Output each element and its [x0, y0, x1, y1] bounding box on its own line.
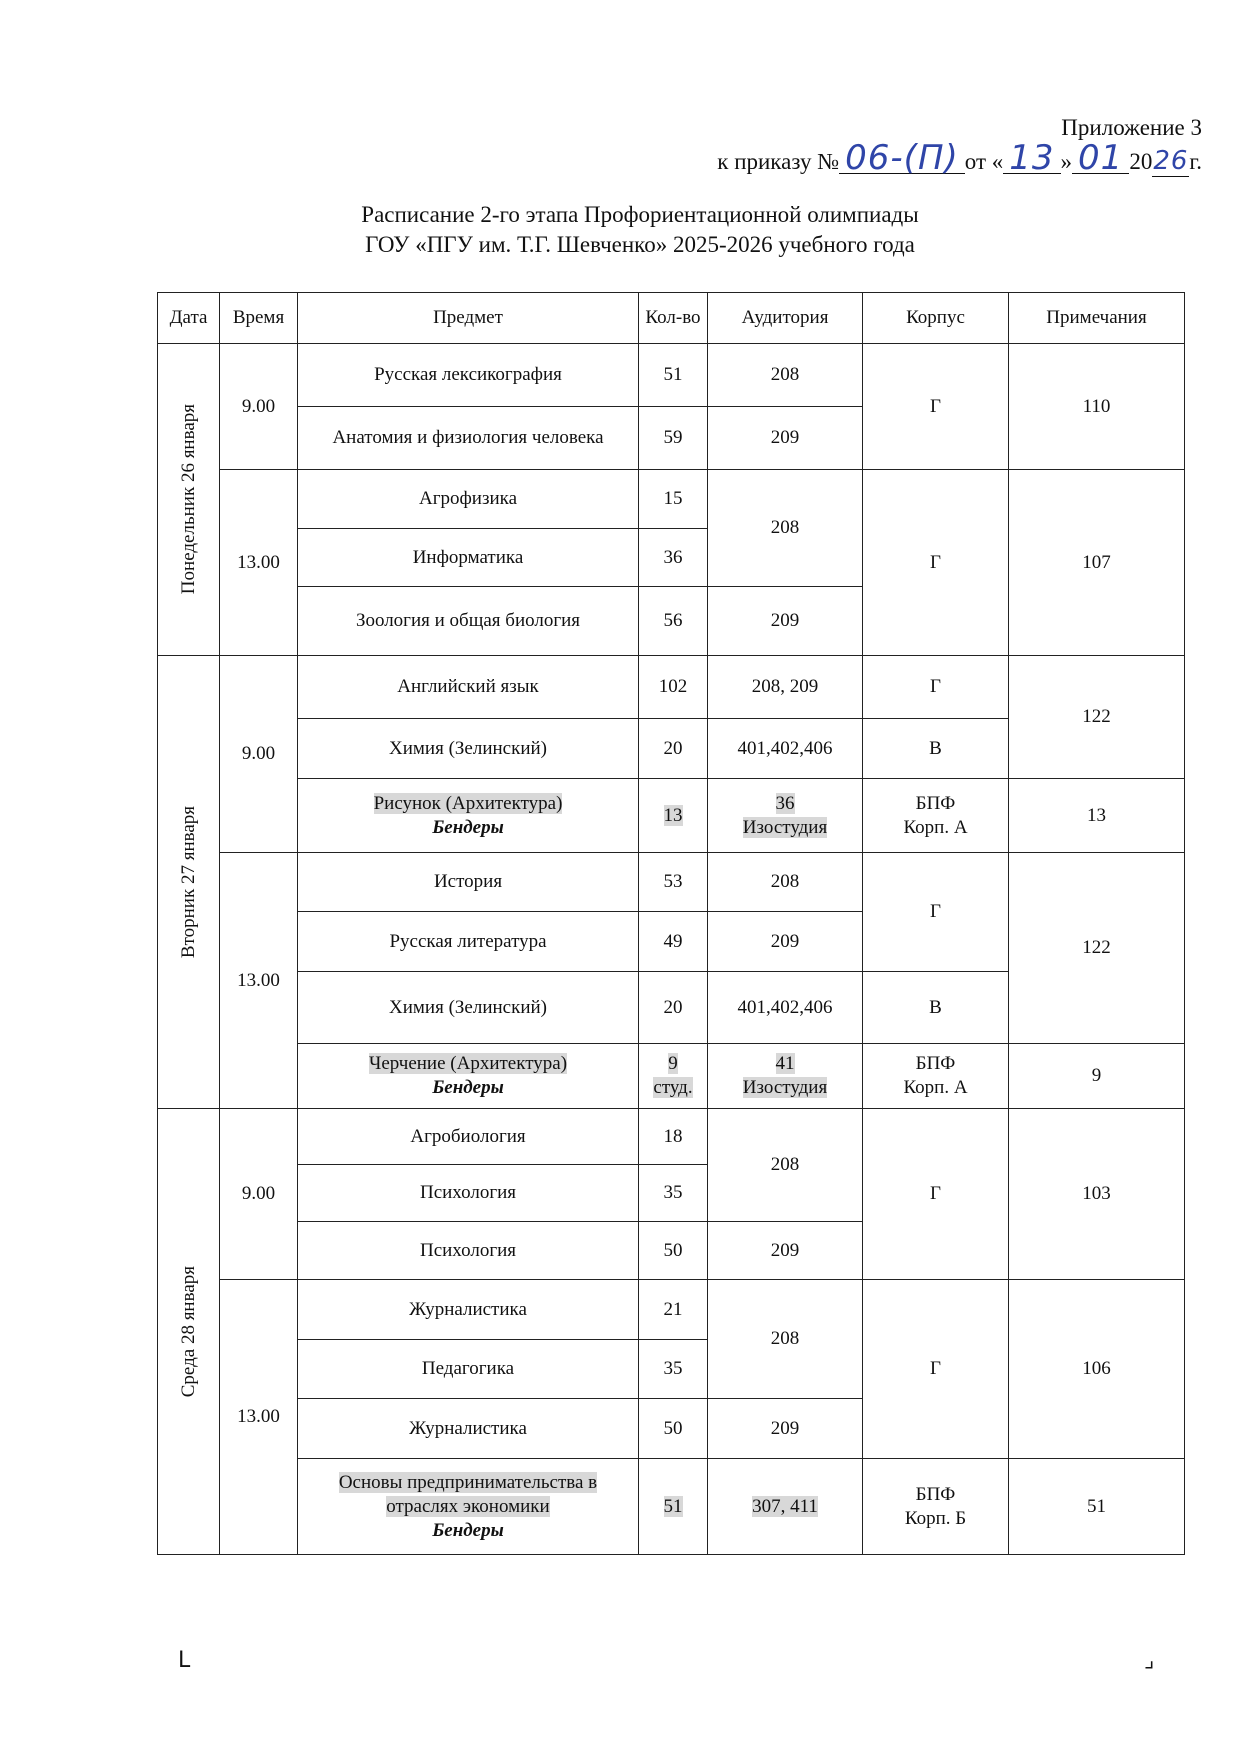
count-cell [639, 1459, 708, 1555]
building-cell: Г [863, 470, 1009, 656]
subject-cell: Английский язык [298, 656, 639, 719]
count-cell: 56 [639, 587, 708, 656]
building-cell [863, 779, 1009, 853]
time-cell: 13.00 [220, 1280, 298, 1555]
order-annex-header [717, 113, 1202, 177]
order-suffix: г. [1189, 149, 1202, 174]
subject-cell: Русская лексикография [298, 344, 639, 407]
building-extra: Корп. Б [904, 1507, 967, 1529]
subject-cell: Психология [298, 1222, 639, 1280]
table-row [158, 470, 1185, 529]
room-text: 36 [775, 792, 795, 814]
subject-location: Бендеры [432, 1077, 504, 1098]
room-cell: 209 [708, 1222, 863, 1280]
count-cell [639, 779, 708, 853]
time-cell: 9.00 [220, 656, 298, 853]
count-cell: 21 [639, 1280, 708, 1340]
building-extra: Корп. А [903, 1077, 968, 1098]
count-cell: 20 [639, 972, 708, 1044]
building-cell: В [863, 719, 1009, 779]
building-cell: Г [863, 1280, 1009, 1459]
count-cell: 59 [639, 407, 708, 470]
room-text: 41 [775, 1053, 795, 1074]
subject-cell [298, 1044, 639, 1109]
room-cell: 208 [708, 853, 863, 912]
order-year-handwritten: 26 [1153, 146, 1189, 176]
subject-text: Рисунок (Архитектура) [373, 792, 563, 814]
note-cell: 122 [1009, 853, 1185, 1044]
subject-cell: Химия (Зелинский) [298, 719, 639, 779]
room-cell: 208, 209 [708, 656, 863, 719]
order-day-close: » [1060, 149, 1073, 174]
count-cell: 50 [639, 1399, 708, 1459]
room-text: 307, 411 [752, 1495, 818, 1517]
building-cell: Г [863, 656, 1009, 719]
order-reference [717, 138, 1202, 178]
room-cell: 208 [708, 470, 863, 587]
room-extra: Изостудия [742, 816, 828, 838]
count-cell: 102 [639, 656, 708, 719]
table-row [158, 1109, 1185, 1165]
building-cell [863, 1459, 1009, 1555]
room-cell [708, 779, 863, 853]
time-cell: 13.00 [220, 853, 298, 1109]
building-cell: Г [863, 853, 1009, 972]
count-cell: 49 [639, 912, 708, 972]
count-text: 51 [663, 1495, 683, 1517]
column-header: Корпус [863, 293, 1009, 344]
page-title [140, 200, 1140, 260]
column-header: Время [220, 293, 298, 344]
count-cell: 35 [639, 1165, 708, 1222]
title-line-2: ГОУ «ПГУ им. Т.Г. Шевченко» 2025-2026 учебного года [365, 232, 915, 257]
count-text: 13 [663, 804, 683, 826]
table-row [158, 1044, 1185, 1109]
table-row [158, 853, 1185, 912]
building-cell: Г [863, 1109, 1009, 1280]
subject-cell: Анатомия и физиология человека [298, 407, 639, 470]
building-extra: Корп. А [903, 816, 968, 838]
subject-cell: Информатика [298, 529, 639, 587]
subject-cell: Журналистика [298, 1280, 639, 1340]
subject-cell: Агробиология [298, 1109, 639, 1165]
building-text: БПФ [915, 792, 956, 814]
column-header: Предмет [298, 293, 639, 344]
building-cell [863, 1044, 1009, 1109]
subject-location: Бендеры [432, 816, 504, 838]
count-cell: 36 [639, 529, 708, 587]
date-cell [158, 1109, 220, 1555]
note-cell: 9 [1009, 1044, 1185, 1109]
count-cell: 20 [639, 719, 708, 779]
subject-cell: Психология [298, 1165, 639, 1222]
room-cell: 209 [708, 1399, 863, 1459]
subject-cell: Русская литература [298, 912, 639, 972]
time-cell: 13.00 [220, 470, 298, 656]
room-cell: 209 [708, 587, 863, 656]
count-cell: 18 [639, 1109, 708, 1165]
title-line-1: Расписание 2-го этапа Профориентационной олимпиады [361, 202, 919, 227]
order-month-handwritten: 01 [1072, 143, 1129, 174]
date-label: Среда 28 января [177, 1265, 199, 1398]
count-cell: 35 [639, 1340, 708, 1399]
date-label: Вторник 27 января [177, 805, 199, 959]
table-row [158, 1459, 1185, 1555]
table-header-row [158, 293, 1185, 344]
count-cell: 53 [639, 853, 708, 912]
order-number-handwritten: 06-(П) [839, 143, 965, 174]
time-cell: 9.00 [220, 1109, 298, 1280]
subject-cell: Химия (Зелинский) [298, 972, 639, 1044]
room-extra: Изостудия [742, 1077, 828, 1098]
corner-mark-right: ⌟ [1144, 1648, 1155, 1673]
room-cell: 208 [708, 344, 863, 407]
subject-text: Основы предпринимательства в отраслях экономики [338, 1471, 598, 1517]
subject-cell [298, 779, 639, 853]
count-cell [639, 1044, 708, 1109]
room-cell [708, 1044, 863, 1109]
room-cell: 208 [708, 1280, 863, 1399]
subject-cell: Агрофизика [298, 470, 639, 529]
date-label: Понедельник 26 января [177, 404, 199, 595]
column-header: Дата [158, 293, 220, 344]
order-from-open: от « [964, 149, 1004, 174]
building-text: БПФ [915, 1053, 956, 1074]
order-year-prefix: 20 [1129, 149, 1153, 174]
column-header: Примечания [1009, 293, 1185, 344]
subject-text: Черчение (Архитектура) [368, 1053, 568, 1074]
corner-mark-left: L [178, 1648, 191, 1673]
date-cell [158, 344, 220, 656]
order-day-handwritten: 13 [1003, 143, 1060, 174]
building-text: БПФ [915, 1483, 956, 1505]
note-cell: 13 [1009, 779, 1185, 853]
subject-location: Бендеры [432, 1519, 504, 1541]
subject-cell: История [298, 853, 639, 912]
date-cell [158, 656, 220, 1109]
note-cell: 51 [1009, 1459, 1185, 1555]
note-cell: 122 [1009, 656, 1185, 779]
building-cell: Г [863, 344, 1009, 470]
count-cell: 50 [639, 1222, 708, 1280]
schedule-table [157, 292, 1185, 1555]
room-cell: 209 [708, 912, 863, 972]
table-row [158, 779, 1185, 853]
room-cell: 209 [708, 407, 863, 470]
note-cell: 107 [1009, 470, 1185, 656]
time-cell: 9.00 [220, 344, 298, 470]
subject-cell: Журналистика [298, 1399, 639, 1459]
annex-label: Приложение 3 [1061, 115, 1202, 140]
table-row [158, 344, 1185, 407]
count-cell: 51 [639, 344, 708, 407]
count-text: 9 [668, 1053, 678, 1074]
subject-cell: Зоология и общая биология [298, 587, 639, 656]
note-cell: 110 [1009, 344, 1185, 470]
subject-cell: Педагогика [298, 1340, 639, 1399]
room-cell: 401,402,406 [708, 719, 863, 779]
table-row [158, 656, 1185, 719]
subject-cell [298, 1459, 639, 1555]
count-cell: 15 [639, 470, 708, 529]
room-cell: 208 [708, 1109, 863, 1222]
table-row [158, 1280, 1185, 1340]
note-cell: 103 [1009, 1109, 1185, 1280]
column-header: Аудитория [708, 293, 863, 344]
column-header: Кол-во [639, 293, 708, 344]
room-cell: 401,402,406 [708, 972, 863, 1044]
count-extra: студ. [653, 1077, 693, 1098]
building-cell: В [863, 972, 1009, 1044]
room-cell [708, 1459, 863, 1555]
note-cell: 106 [1009, 1280, 1185, 1459]
order-prefix: к приказу № [717, 149, 840, 174]
